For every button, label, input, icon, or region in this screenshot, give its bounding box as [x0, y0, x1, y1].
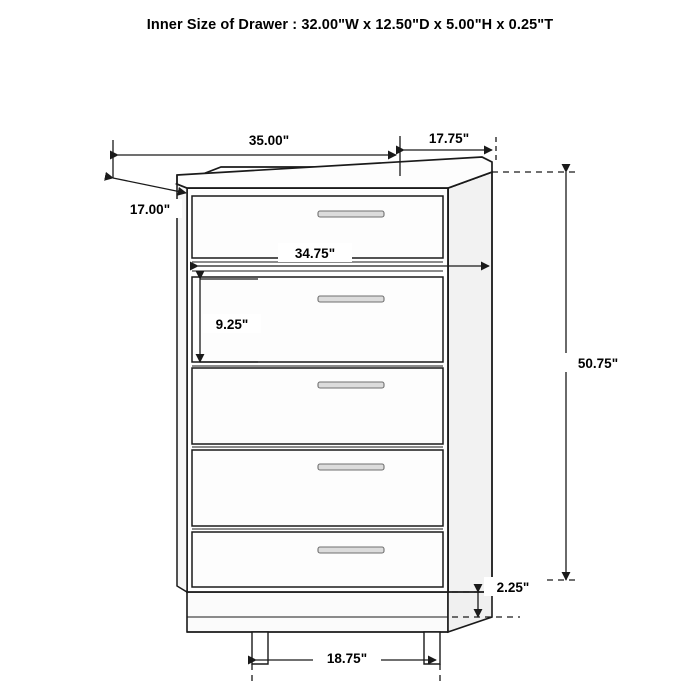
- dim-drawer-width: 34.75": [294, 246, 336, 261]
- dim-foot-span: 18.75": [326, 651, 368, 666]
- chest-body: [177, 157, 492, 664]
- dim-side-depth: 17.00": [129, 202, 171, 217]
- dim-plinth-height: 2.25": [496, 580, 530, 595]
- page-title: Inner Size of Drawer : 32.00"W x 12.50"D x 5.00"H x 0.25"T: [146, 17, 554, 33]
- dim-top-width: 35.00": [248, 133, 290, 148]
- dim-top-depth: 17.75": [428, 131, 470, 146]
- dim-drawer-height: 9.25": [215, 317, 249, 332]
- dim-overall-height: 50.75": [577, 356, 619, 371]
